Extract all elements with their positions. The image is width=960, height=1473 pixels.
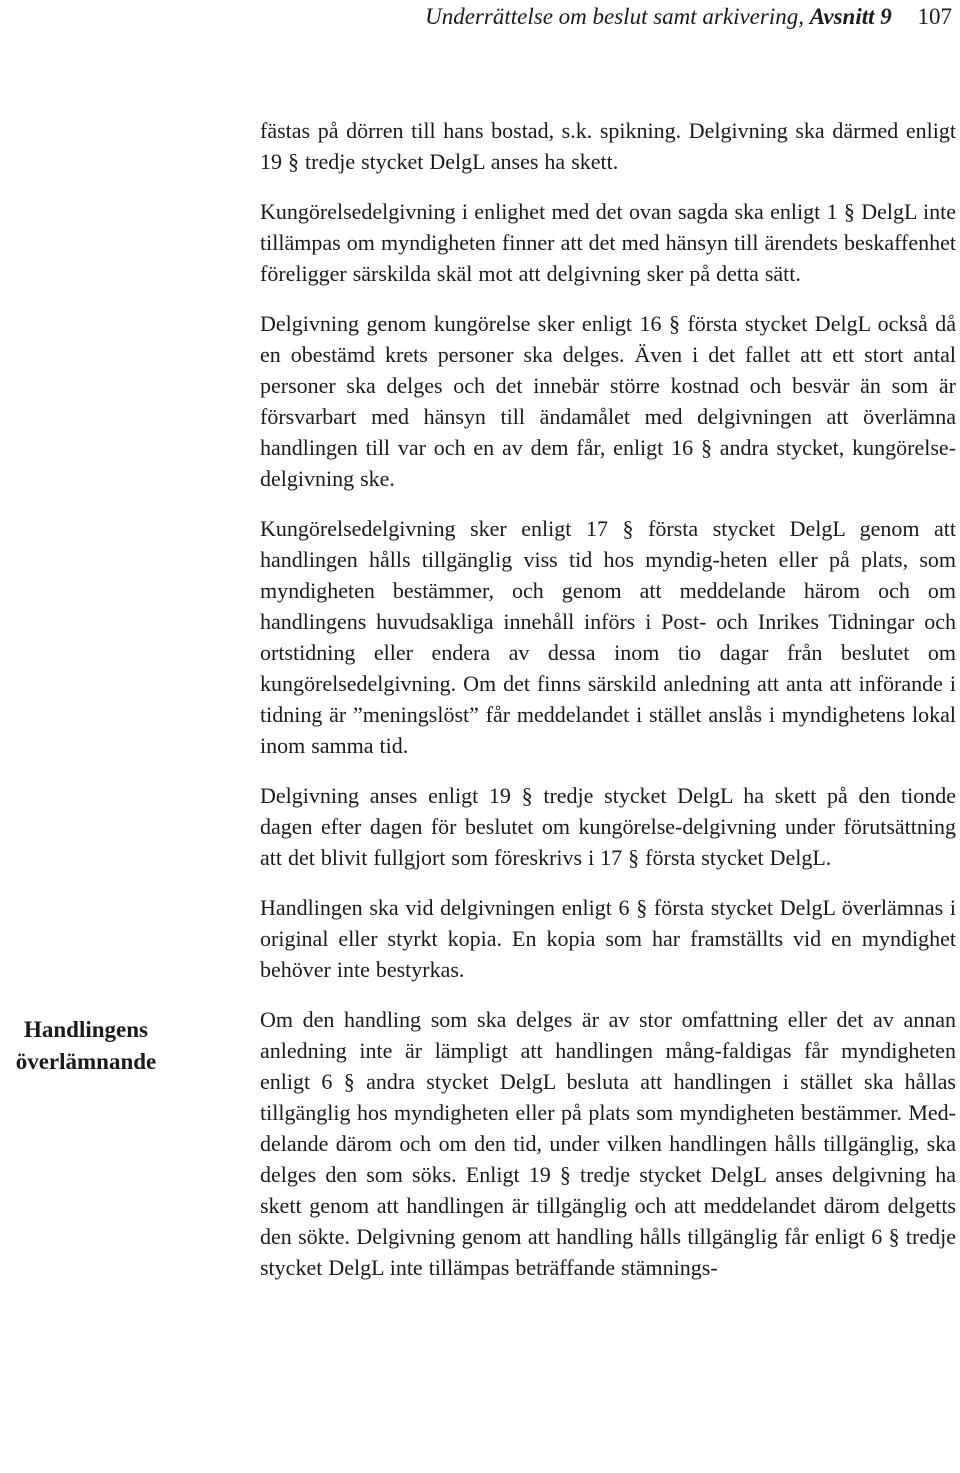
paragraph-3: Delgivning genom kungörelse sker enligt 16 § första stycket DelgL också då en obestämd krets personer ska delges. Även i det fallet att ett stort antal personer ska delges och det innebär större kostnad och besvär än som är försvarbart med hänsyn till ändamålet med delgivningen att överlämna handlingen till var och en av dem får, enligt 16 § andra stycket, kungörelse-delgivning ske. [260,311,956,491]
running-header [330,2,952,32]
page-number: 107 [917,4,952,29]
side-heading-line-2: överlämnande [15,1049,157,1074]
header-title: Underrättelse om beslut samt arkivering, [425,4,804,29]
paragraph-2: Kungörelsedelgivning i enlighet med det ovan sagda ska enligt 1 § DelgL inte tillämpas om myndigheten finner att det med hänsyn till ärendets beskaffenhet föreligger särskilda skäl mot att delgivning sker på detta sätt. [260,199,956,286]
paragraph-6: Handlingen ska vid delgivningen enligt 6 § första stycket DelgL överlämnas i original eller styrkt kopia. En kopia som har framställts vid en myndighet behöver inte bestyrkas. [260,895,956,982]
header-section: Avsnitt 9 [809,4,892,29]
paragraph-7: Om den handling som ska delges är av stor omfattning eller det av annan anledning inte är lämpligt att handlingen mång-faldigas får myndigheten enligt 6 § andra stycket DelgL besluta att handlingen i stället ska hållas tillgänglig hos myndigheten eller på plats som myndigheten bestämmer. Med-delande därom och om den tid, under vilken handlingen hålls tillgänglig, ska delges den som söks. Enligt 19 § tredje stycket DelgL anses delgivning ha skett genom att handlingen är tillgänglig och att meddelandet därom delgetts den sökte. Delgivning genom att handling hålls tillgänglig får enligt 6 § tredje stycket DelgL inte tillämpas beträffande stämnings- [260,1007,956,1280]
body-text [260,115,956,1283]
side-heading [0,1014,172,1078]
paragraph-5: Delgivning anses enligt 19 § tredje stycket DelgL ha skett på den tionde dagen efter dagen för beslutet om kungörelse-delgivning under förutsättning att det blivit fullgjort som föreskrivs i 17 § första stycket DelgL. [260,783,956,870]
paragraph-1: fästas på dörren till hans bostad, s.k. spikning. Delgivning ska därmed enligt 19 § tredje stycket DelgL anses ha skett. [260,118,956,174]
side-heading-line-1: Handlingens [24,1017,148,1042]
paragraph-4: Kungörelsedelgivning sker enligt 17 § första stycket DelgL genom att handlingen hålls tillgänglig viss tid hos myndig-heten eller på plats, som myndigheten bestämmer, och genom att meddelande härom och om handlingens huvudsakliga innehåll införs i Post- och Inrikes Tidningar och ortstidning eller endera av dessa inom tio dagar från beslutet om kungörelsedelgivning. Om det finns särskild anledning att anta att införande i tidning är ”meningslöst” får meddelandet i stället anslås i myndighetens lokal inom samma tid. [260,516,956,758]
